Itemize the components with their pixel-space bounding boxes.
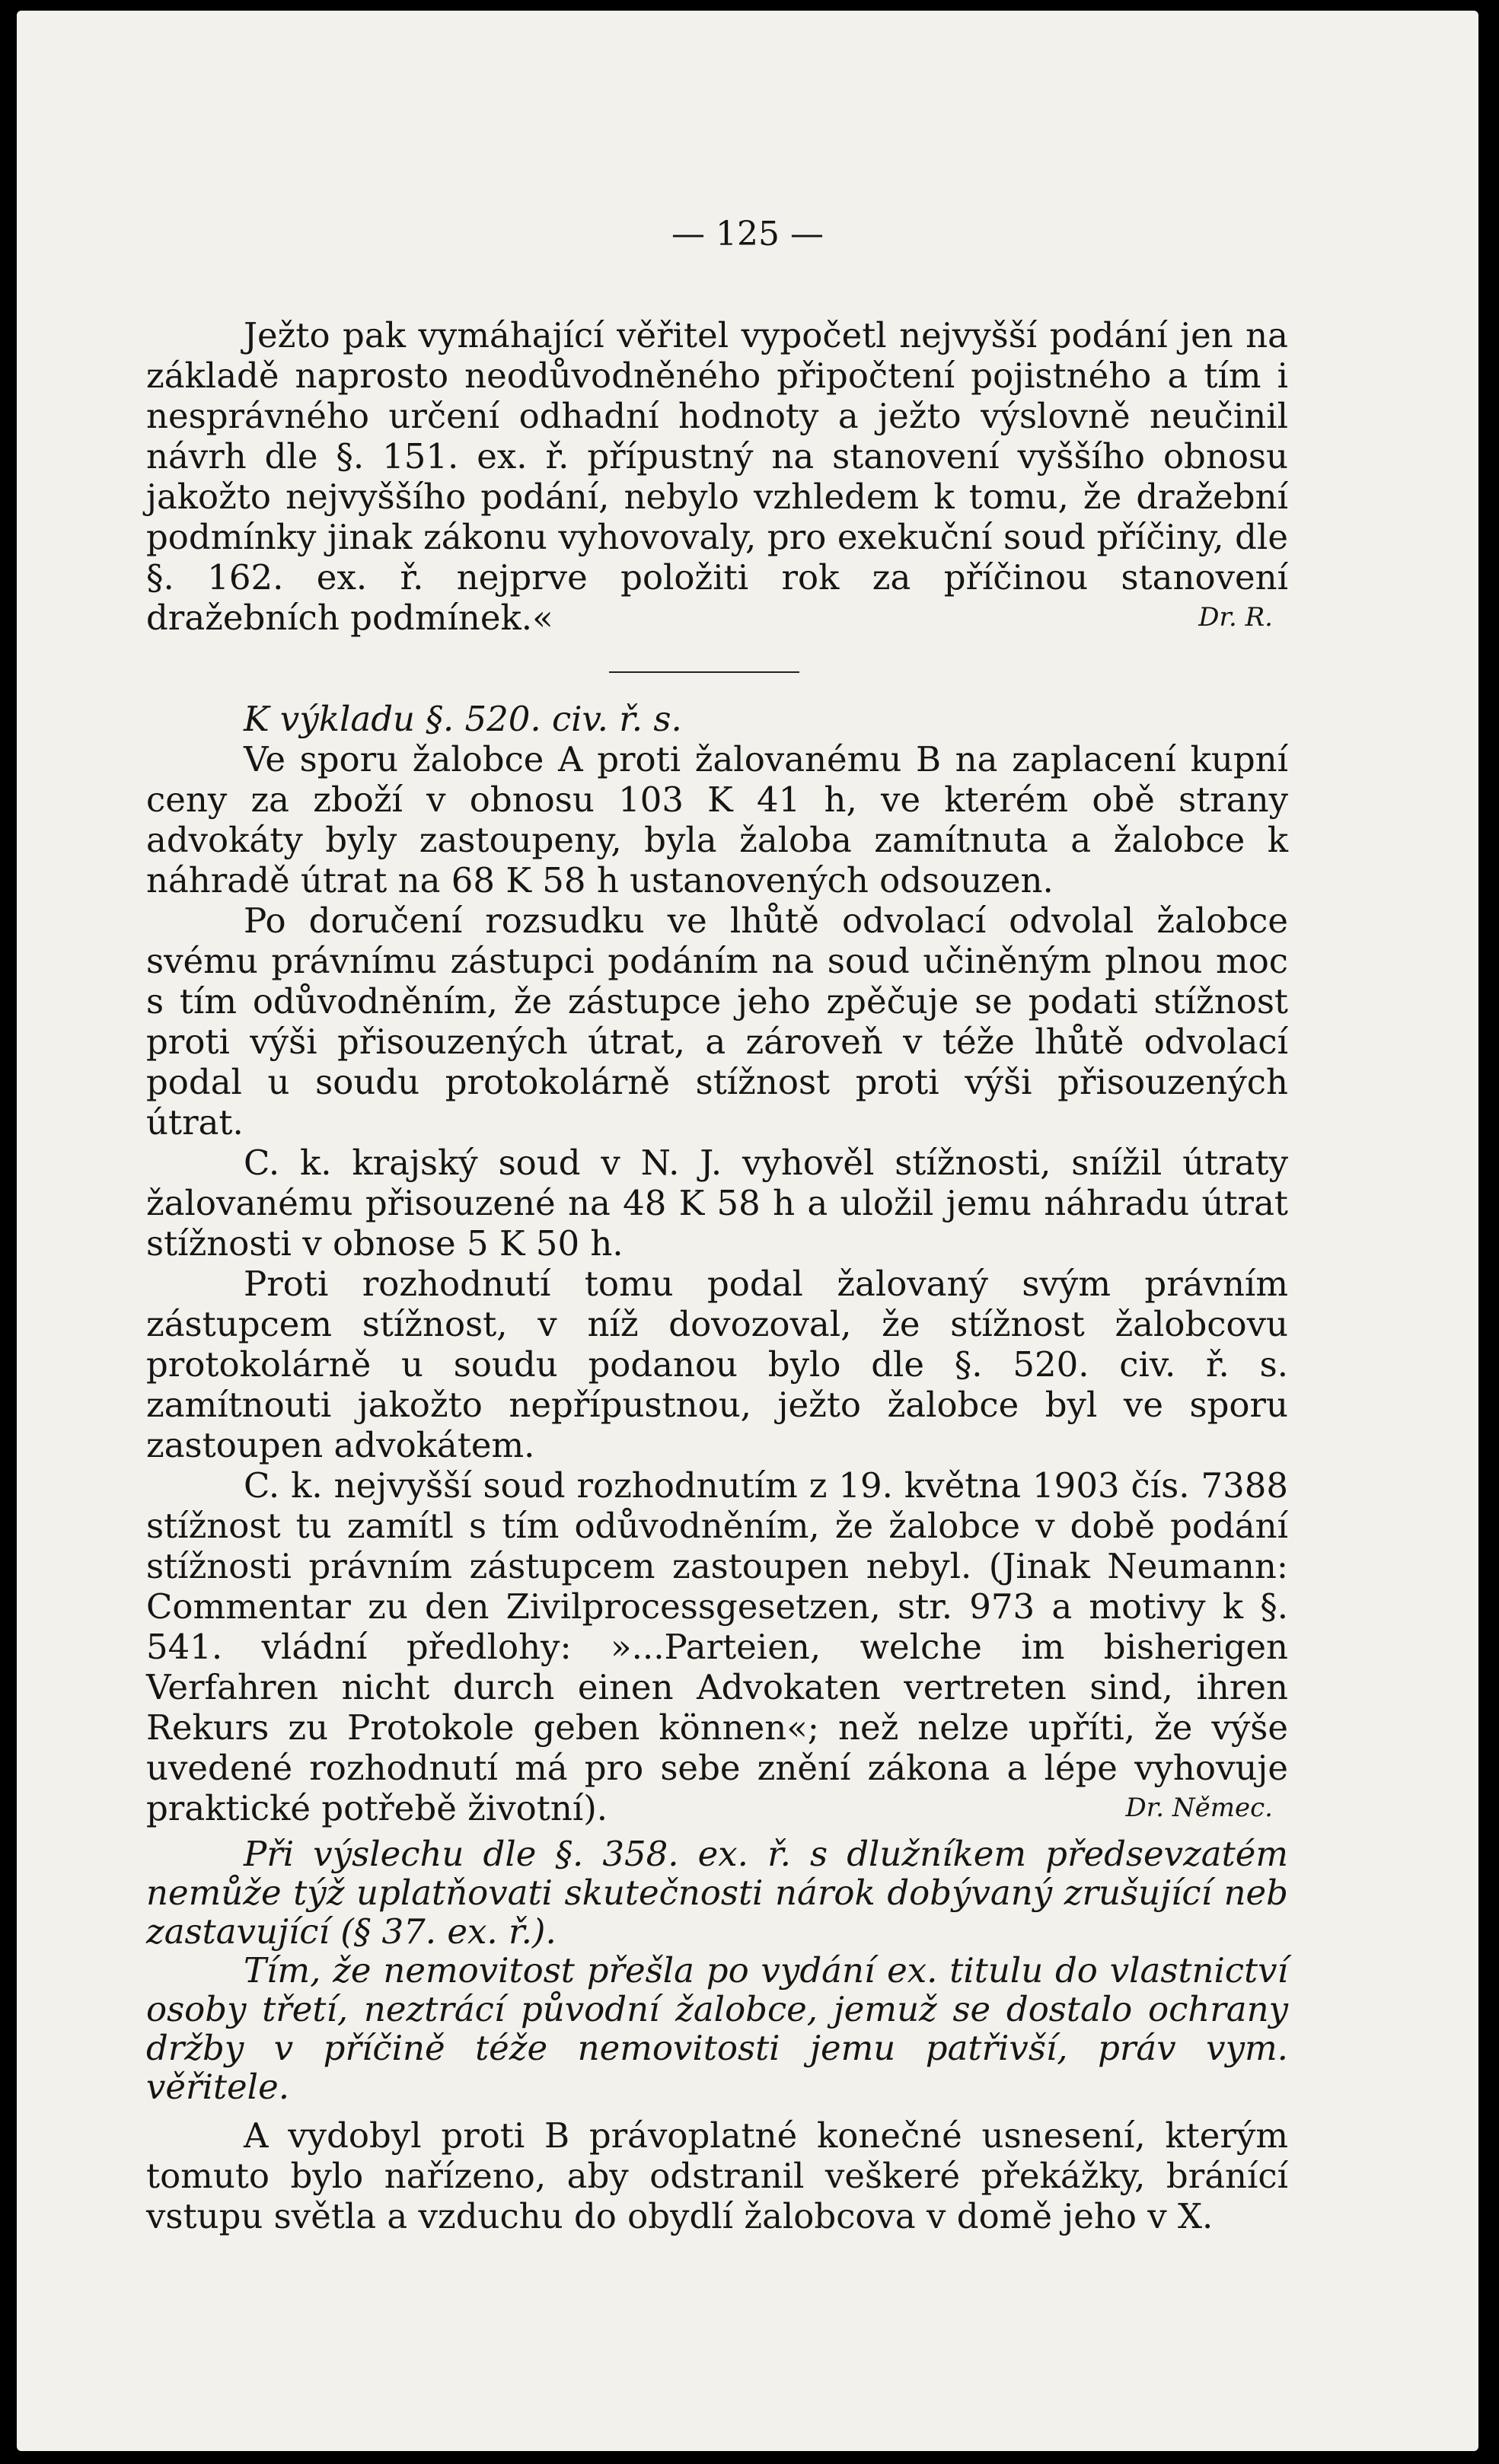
paragraph: Proti rozhodnutí tomu podal žalovaný svým právním zástupcem stížnost, v níž dovozoval, že stížnost žalobcovu protokolárně u soudu podanou bylo dle §. 520. civ. ř. s. zamítnouti jakožto nepřípustnou, ježto žalobce byl ve sporu zastoupen advokátem.: [146, 1264, 1288, 1465]
section-heading: K výkladu §. 520. civ. ř. s.: [244, 699, 682, 739]
section-divider: [609, 671, 799, 673]
paragraph: A vydobyl proti B právoplatné konečné usnesení, kterým tomuto bylo nařízeno, aby odstranil veškeré překážky, bránící vstupu světla a vzduchu do obydlí žalobcova v domě jeho v X.: [146, 2115, 1288, 2236]
section-3: [146, 1834, 1288, 2236]
paragraph: C. k. krajský soud v N. J. vyhověl stížnosti, snížil útraty žalovanému přisouzené na 48 K 58 h a uložil jemu náhradu útrat stížnosti v obnose 5 K 50 h.: [146, 1143, 1288, 1264]
paragraph: Ve sporu žalobce A proti žalovanému B na zaplacení kupní ceny za zboží v obnosu 103 K 41 h, ve kterém obě strany advokáty byly zastoupeny, byla žaloba zamítnuta a žalobce k náhradě útrat na 68 K 58 h ustanovených odsouzen.: [146, 739, 1288, 900]
headnote: Tím, že nemovitost přešla po vydání ex. titulu do vlastnictví osoby třetí, neztrácí původní žalobce, jemuž se dostalo ochrany držby v příčině téže nemovitosti jemu patřivší, práv vym. věřitele.: [146, 1950, 1288, 2107]
document-page: [17, 11, 1478, 2451]
headnote: Při výslechu dle §. 358. ex. ř. s dlužníkem předsevzatém nemůže týž uplatňovati skutečnosti nárok dobývaný zrušující neb zastavující (§ 37. ex. ř.).: [146, 1834, 1288, 1952]
section-2: [146, 699, 1288, 1828]
paragraph: Po doručení rozsudku ve lhůtě odvolací odvolal žalobce svému právnímu zástupci podáním na soud učiněným plnou moc s tím odůvodněním, že zástupce jeho zpěčuje se podati stížnost proti výši přisouzených útrat, a zároveň v téže lhůtě odvolací podal u soudu protokolárně stížnost proti výši přisouzených útrat.: [146, 900, 1288, 1143]
paragraph: C. k. nejvyšší soud rozhodnutím z 19. května 1903 čís. 7388 stížnost tu zamítl s tím odůvodněním, že žalobce v době podání stížnosti právním zástupcem zastoupen nebyl. (Jinak Neumann: Commentar zu den Zivilprocessgesetzen, str. 973 a motivy k §. 541. vládní předlohy: »...Parteien, welche im bisherigen Verfahren nicht durch einen Advokaten vertreten sind, ihren Rekurs zu Protokole geben können«; než nelze upříti, že výše uvedené rozhodnutí má pro sebe znění zákona a lépe vyhovuje praktické potřebě životní). Dr. Němec.: [146, 1465, 1288, 1828]
page-number: — 125 —: [671, 215, 824, 253]
paragraph-1: Ježto pak vymáhající věřitel vypočetl nejvyšší podání jen na základě naprosto neodůvodněného připočtení pojistného a tím i nesprávného určení odhadní hodnoty a ježto výslovně neučinil návrh dle §. 151. ex. ř. přípustný na stanovení vyššího obnosu jakožto nejvyššího podání, nebylo vzhledem k tomu, že dražební podmínky jinak zákonu vyhovovaly, pro exekuční soud příčiny, dle §. 162. ex. ř. nejprve položiti rok za příčinou stanovení dražebních podmínek.« Dr. R.: [146, 315, 1288, 638]
signature-dr-nemec: Dr. Němec.: [1125, 1793, 1273, 1823]
section-1: [146, 315, 1288, 638]
signature-dr-r: Dr. R.: [1198, 602, 1273, 633]
